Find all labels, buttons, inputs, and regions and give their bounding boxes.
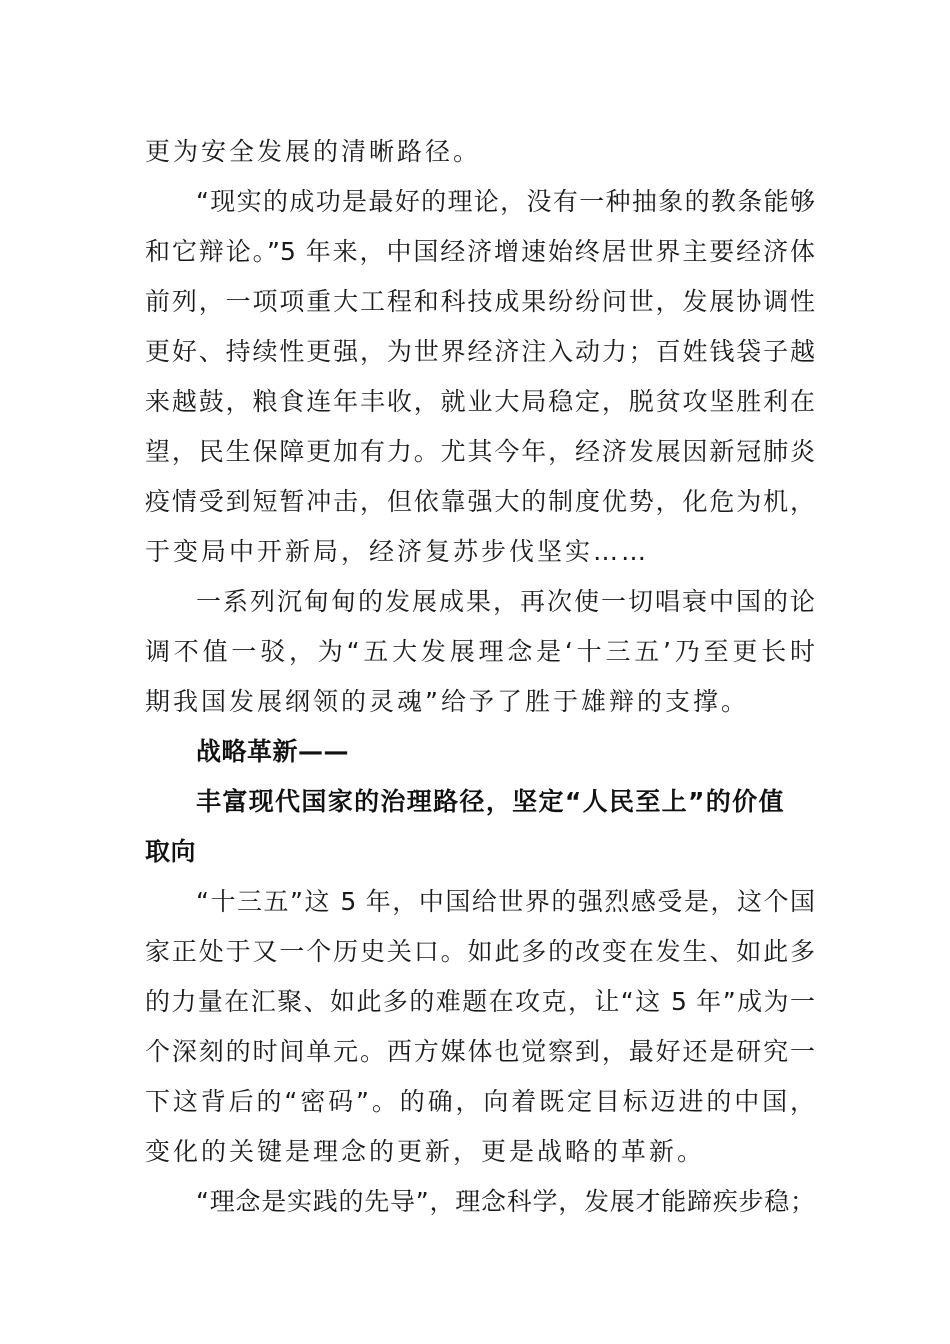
- paragraph-line: 前列，一项项重大工程和科技成果纷纷问世，发展协调性: [145, 287, 815, 316]
- paragraph-line: 于变局中开新局，经济复苏步伐坚实……: [145, 537, 650, 566]
- paragraph-line: 变化的关键是理念的更新，更是战略的革新。: [145, 1137, 706, 1166]
- paragraph-line: “十三五”这 5 年，中国给世界的强烈感受是，这个国: [196, 887, 815, 916]
- paragraph-line: 疫情受到短暂冲击，但依靠强大的制度优势，化危为机，: [145, 487, 815, 516]
- paragraph-line: 来越鼓，粮食连年丰收，就业大局稳定，脱贫攻坚胜利在: [145, 387, 815, 416]
- paragraph-line: 家正处于又一个历史关口。如此多的改变在发生、如此多: [145, 937, 815, 966]
- paragraph-line: 望，民生保障更加有力。尤其今年，经济发展因新冠肺炎: [145, 437, 815, 466]
- paragraph-line: “理念是实践的先导”，理念科学，发展才能蹄疾步稳；: [196, 1187, 815, 1216]
- paragraph-line: 调不值一驳，为“五大发展理念是‘十三五’乃至更长时: [145, 637, 815, 666]
- paragraph-line: “现实的成功是最好的理论，没有一种抽象的教条能够: [196, 187, 815, 216]
- paragraph-line: 更为安全发展的清晰路径。: [145, 137, 482, 166]
- paragraph-line: 个深刻的时间单元。西方媒体也觉察到，最好还是研究一: [145, 1037, 815, 1066]
- paragraph-line: 下这背后的“密码”。的确，向着既定目标迈进的中国，: [145, 1087, 815, 1116]
- paragraph-line: 的力量在汇聚、如此多的难题在攻克，让“这 5 年”成为一: [145, 987, 815, 1016]
- paragraph-line: 和它辩论。”5 年来，中国经济增速始终居世界主要经济体: [145, 237, 815, 266]
- section-heading: 战略革新——: [196, 737, 350, 766]
- paragraph-line: 更好、持续性更强，为世界经济注入动力；百姓钱袋子越: [145, 337, 815, 366]
- paragraph-line: 期我国发展纲领的灵魂”给予了胜于雄辩的支撑。: [145, 687, 749, 716]
- paragraph-line: 一系列沉甸甸的发展成果，再次使一切唱衰中国的论: [196, 587, 815, 616]
- section-subheading: 丰富现代国家的治理路径，坚定“人民至上”的价值: [196, 787, 784, 816]
- section-subheading: 取向: [145, 837, 197, 866]
